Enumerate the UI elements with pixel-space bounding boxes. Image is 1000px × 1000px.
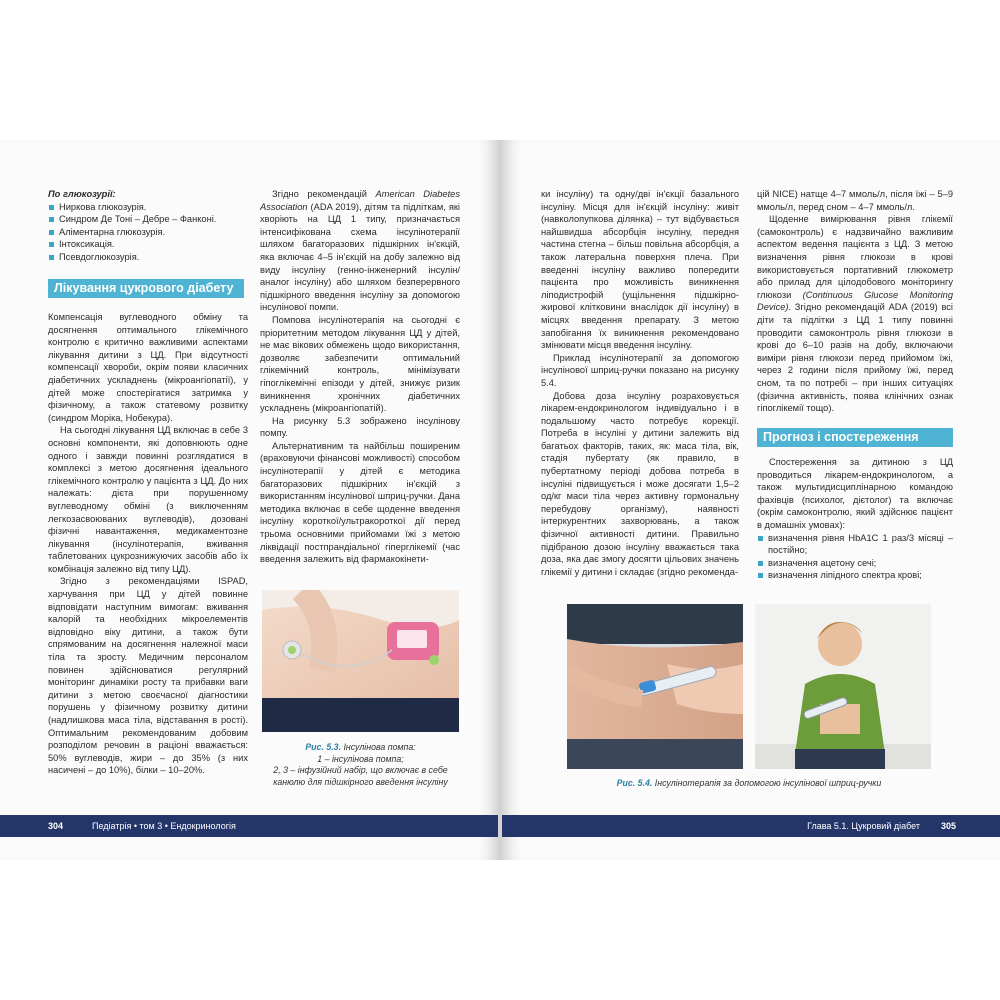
text-run-italic: American Diabetes Association xyxy=(260,189,461,212)
paragraph: Приклад інсулінотерапії за допомогою інсулінової шприц-ручки показано на рисунку 5.4. xyxy=(541,352,739,388)
paragraph: Добова доза інсуліну розраховується лікарем-ендокринологом індивідуально і в подальшому часто потребує корекції. Потреба в інсуліні у дитини залежить від багатьох факторів, таких, як: маса тіла, вік, стадія пубертату (як правило, в пубертатному періоді добова потреба в інсуліні підвищується і може досягати 1,5–2 од/кг маси тіла через активну гормональну перебудову організму), наявності інтеркурентних захворювань, а також фізичної активності дитини. Правильно підібраною дозою інсуліну вважається така доза, яка дає змогу досягти цільових значень глікемії у дитини і складає (згідно рекоменда- xyxy=(541,390,739,577)
text-run: Щоденне вимірювання рівня глікемії (самоконтроль) є надзвичайно важливим аспектом ведення пацієнта з ЦД. З метою визначення рівня глюкози в крові використовується портативний глюкометр або прилад для цілодобового моніторингу глюкози xyxy=(757,214,953,300)
section-heading-prognosis: Прогноз і спостереження xyxy=(757,428,953,447)
paragraph: На сьогодні лікування ЦД включає в себе 3 основні компоненти, які доповнюють одне одного і завжди повинні розглядатися в комплексі з метою досягнення ідеального глікемічного контролю у пацієнта з ЦД. До них належать: дієта при порушенному вуглеводному обміні (з виключенням легкозасвоюваних вуглеводів), дозовані фізичні навантаження, медикаментозне лікування (інсулінотерапія, вживання таблетованих цукрознижуючих засобів або їх комбінація залежно від типу ЦД). xyxy=(48,425,248,574)
paragraph: Альтернативним та найбільш поширеним (враховуючи фінансові можливості) способом інсулінотерапії у дітей є методика багаторазових підшкірних ін'єкцій з використанням інсулінової шприц-ручки. Дана методика включає в себе щоденне введення інсуліну короткої/ультракороткої дії перед трьома основними прийомами їжі з метою ліквідації постпрандіальної гіперглікемії (час введення залежить від фармакокінети- xyxy=(260,440,460,565)
list-item: визначення рівня HbA1C 1 раз/3 місяці – постійно; xyxy=(757,532,953,557)
right-column-1-text xyxy=(541,188,739,578)
paragraph-ada xyxy=(260,188,460,314)
list-item: Аліментарна глюкозурія. xyxy=(48,226,248,239)
insulin-pen-injection-photo xyxy=(567,604,743,769)
paragraph: ки інсуліну) та одну/дві ін'єкції базального інсуліну. Місця для ін'єкцій інсуліну: живіт (навколопупкова ділянка) – тут відбувається найшвидша абсорбція інсуліну, передня частина стегна – більш повільна абсорбція, а також латеральна поверхня плеча. При введенні інсуліну важливо попередити пацієнта про можливість виникнення ліподистрофій (ущільнення підшкірно-жирової клітковини внаслідок дії інсуліну) в місцях введення препарату. З метою запобігання їх виникнення рекомендовано змінювати місця введення інсуліну. xyxy=(541,189,739,351)
page-number: 305 xyxy=(940,821,956,831)
glycosuria-list xyxy=(48,201,248,264)
caption-line: 1 – інсулінова помпа; xyxy=(317,753,404,764)
section-heading-treatment: Лікування цукрового діабету xyxy=(48,279,244,298)
paragraph: Згідно з рекомендаціями ISPAD, харчування при ЦД у дітей повинне відповідати наступним вимогам: вживання калорій та необхідних мікроелементів відповідно віку дитини, а також бути спрямованим на досягнення належної маси тіла та зросту. Медичним персоналом повинен здійснюватися регулярний моніторинг динаміки росту та прибавки ваги дитини з метою своєчасної діагностики порушень у фізичному розвитку дитини (надлишкова маса тіла, відставання в рості). Оптимальним рекомендованим добовим розподілом речовин в раціоні вважається: 50% вуглеводів, жири – до 35% (з них насичені – до 10%), білки – 10–20%. xyxy=(48,576,248,776)
left-column-2-text xyxy=(260,188,460,566)
figure-title: Інсулінова помпа: xyxy=(341,742,416,752)
figure-5-3-caption xyxy=(262,742,459,788)
right-column-2-text xyxy=(757,188,953,415)
insulin-pump-icon xyxy=(262,590,459,732)
caption-title xyxy=(262,742,459,754)
right-column-2-followup xyxy=(757,456,953,582)
list-item: Інтоксикація. xyxy=(48,238,248,251)
paragraph: цій NICE) натще 4–7 ммоль/л, після їжі – 5–9 ммоль/л, перед сном – 4–7 ммоль/л. xyxy=(757,189,953,212)
running-title: Глава 5.1. Цукровий діабет xyxy=(807,821,920,831)
page-number: 304 xyxy=(48,821,64,831)
text-run: . Згідно рекомендацій ADA (2019) всі діти та підлітки з ЦД 1 типу повинні проводити самоконтроль рівня глюкози в крові до 6–10 разів на добу, включаючи виміри рівня глюкози перед прийомом їжі, через 2 години після прийому їжі, перед сном, та по потребі – при інших ситуаціях (фізична активність, поява клінічних ознак гіпоглікемії тощо). xyxy=(757,302,953,414)
text-run-italic: (Continuous Glucose Monitoring Device) xyxy=(757,289,953,313)
figure-5-4-caption xyxy=(567,778,931,790)
figure-label: Рис. 5.4. xyxy=(616,778,653,788)
list-item: визначення ліпідного спектра крові; xyxy=(757,569,953,582)
figure-title: Інсулінотерапія за допомогою інсулінової шприц-ручки xyxy=(652,778,882,788)
insulin-pen-icon xyxy=(567,604,743,769)
glycosuria-title: По глюкозурії: xyxy=(48,189,116,199)
list-item: визначення ацетону сечі; xyxy=(757,557,953,570)
paragraph: На рисунку 5.3 зображено інсулінову помпу. xyxy=(260,415,460,439)
insulin-pump-photo xyxy=(262,590,459,732)
followup-list xyxy=(757,532,953,582)
child-with-pen-icon xyxy=(755,604,931,769)
running-title: Педіатрія • том 3 • Ендокринологія xyxy=(92,821,236,831)
list-item: Псевдоглюкозурія. xyxy=(48,251,248,264)
text-run: Згідно рекомендацій xyxy=(272,189,376,199)
caption-line: канюлю для підшкірного введення інсуліну xyxy=(273,776,448,787)
list-item: Ниркова глюкозурія. xyxy=(48,201,248,214)
paragraph: Спостереження за дитиною з ЦД проводиться лікарем-ендокринологом, а також мультидисциплінарною командою фахівців (психолог, дієтолог) та включає (окрім самоконтролю, який здійснює пацієнт в домашніх умовах): xyxy=(757,457,953,530)
left-column-1-text xyxy=(48,311,248,777)
caption-line: 2, 3 – інфузійний набір, що включає в себе xyxy=(273,765,448,775)
right-footer xyxy=(502,815,1000,837)
list-item: Синдром Де Тоні – Дебре – Фанконі. xyxy=(48,213,248,226)
child-injection-photo xyxy=(755,604,931,769)
left-footer xyxy=(0,815,498,837)
glycosuria-section xyxy=(48,188,248,264)
text-run: (ADA 2019), дітям та підліткам, які хворіють на ЦД 1 типу, призначається інтенсифікована схема інсулінотерапії шляхом багаторазових підшкірних ін'єкцій, яка включає 4–5 ін'єкцій на добу залежно від виду інсуліну (генно-інженерний інсулін/аналог інсуліну) або шляхом безперервного підшкірного введення інсуліну за допомогою інсулінової помпи. xyxy=(260,201,460,313)
figure-label: Рис. 5.3. xyxy=(305,742,342,752)
paragraph: Помпова інсулінотерапія на сьогодні є пріоритетним методом лікування ЦД у дітей, не має вікових обмежень щодо використання, дозволяє забезпечити оптимальний глікемічний контроль, мінімізувати гіпоглікемічні епізоди у дітей, знижує ризик виникнення хронічних діабетичних ускладнень (мікроангіопатій). xyxy=(260,314,460,414)
paragraph: Компенсація вуглеводного обміну та досягнення оптимального глікемічного контролю є критично важливими аспектами лікування дитини з ЦД. При відсутності компенсації хвороби, окрім появи класичних діабетичних ускладнень (мікроангіопатії), у дітей може спостерігатися затримка у фізичному, а також статевому розвитку (синдром Моріка, Нобекура). xyxy=(48,312,248,423)
paragraph-self-control xyxy=(757,213,953,415)
